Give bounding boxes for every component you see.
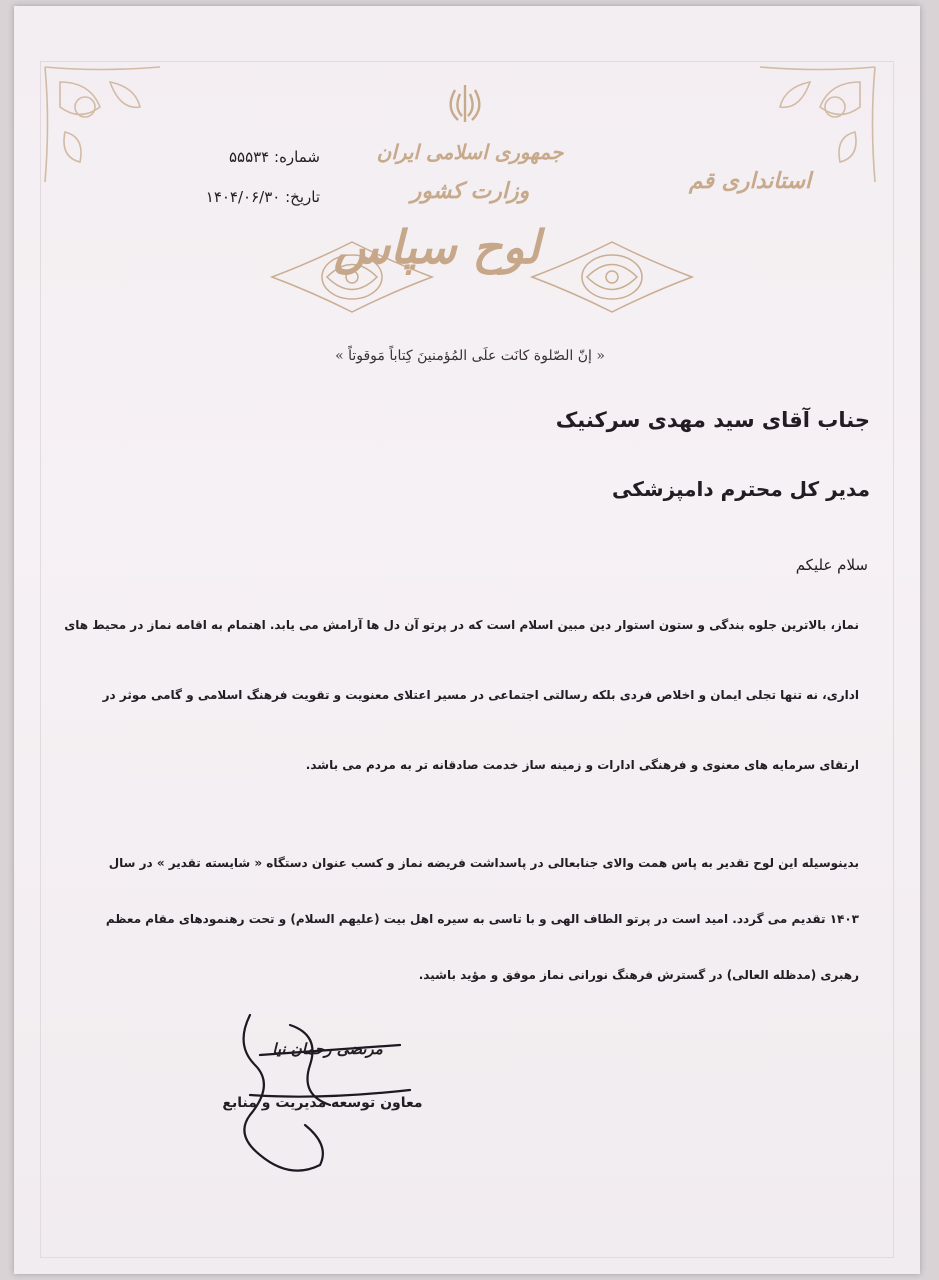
recipient-title: مدیر کل محترم دامپزشکی — [612, 477, 870, 501]
body-line-3: ارتقای سرمایه های معنوی و فرهنگی ادارات و زمینه ساز خدمت صادقانه تر به مردم می باشد. — [305, 758, 859, 772]
letter-number: شماره: ۵۵۵۳۴ — [228, 148, 320, 166]
recipient-name: جناب آقای سید مهدی سرکنیک — [555, 408, 870, 432]
ministry-line1: جمهوری اسلامی ایران — [376, 140, 564, 164]
signatory-name: مرتضی رحمان نیا — [272, 1040, 383, 1058]
body-line-2: اداری، نه تنها تجلی ایمان و اخلاص فردی بلکه رسالتی اجتماعی در مسیر اعتلای معنویت و تقویت فرهنگ اسلامی و گامی موثر در — [102, 688, 859, 702]
greeting: سلام علیکم — [795, 556, 868, 574]
body-line-4: بدینوسیله این لوح تقدیر به پاس همت والای جنابعالی در پاسداشت فریضه نماز و کسب عنوان دستگاه « شایسته تقدیر » در سال — [108, 856, 859, 870]
signatory-title: معاون توسعه مدیریت و منابع — [222, 1095, 423, 1111]
governorate-name: استانداری قم — [688, 168, 812, 194]
body-line-5: ۱۴۰۳ تقدیم می گردد. امید است در پرتو الطاف الهی و با تاسی به سیره اهل بیت (علیهم السلام) و تحت رهنمودهای مقام معظم — [105, 912, 859, 926]
iran-emblem-icon — [440, 80, 490, 130]
letter-date: تاریخ: ۱۴۰۴/۰۶/۳۰ — [205, 188, 320, 206]
right-medallion-ornament-icon — [532, 232, 692, 322]
top-left-ornament-icon — [40, 62, 170, 192]
body-line-1: نماز، بالاترین جلوه بندگی و ستون استوار دین مبین اسلام است که در پرتو آن دل ها آرامش می یابد. اهتمام به اقامه نماز در محیط های — [64, 618, 859, 632]
body-line-6: رهبری (مدظله العالی) در گسترش فرهنگ نورانی نماز موفق و مؤید باشید. — [418, 968, 859, 982]
quran-verse: « إنّ الصّلوة كانَت علَى المُؤمنينَ كِتاباً مَوقوتاً » — [335, 348, 605, 364]
award-title: لوح سپاس — [333, 220, 540, 274]
ministry-line2: وزارت کشور — [410, 178, 530, 204]
